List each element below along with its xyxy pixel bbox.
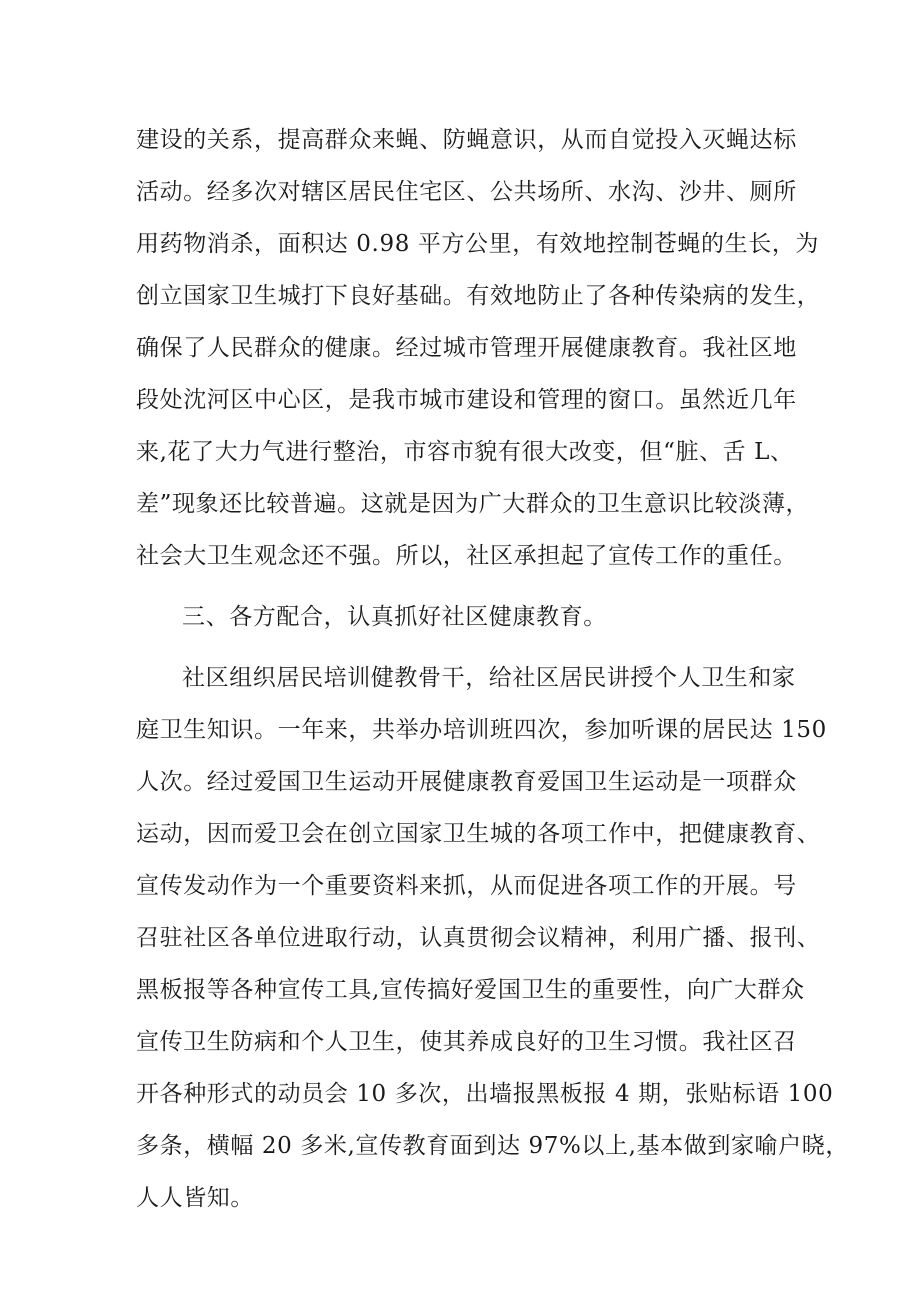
paragraph-2-line-8: 宣传卫生防病和个人卫生，使其养成良好的卫生习惯。我社区召 (136, 1029, 797, 1055)
paragraph-2-line-2: 庭卫生知识。一年来，共举办培训班四次，参加听课的居民达 150 (136, 717, 827, 743)
paragraph-2-line-10: 多条，横幅 20 多米,宣传教育面到达 97%以上,基本做到家喻户晓， (136, 1133, 849, 1159)
paragraph-1-line-4: 创立国家卫生城打下良好基础。有效地防止了各种传染病的发生， (136, 283, 821, 309)
section-heading: 三、各方配合，认真抓好社区健康教育。 (182, 604, 607, 630)
paragraph-2-line-4: 运动，因而爱卫会在创立国家卫生城的各项工作中，把健康教育、 (136, 821, 821, 847)
paragraph-2-line-1: 社区组织居民培训健教骨干，给社区居民讲授个人卫生和家 (182, 665, 796, 691)
paragraph-2-line-6: 召驻社区各单位进取行动，认真贯彻会议精神，利用广播、报刊、 (136, 925, 821, 951)
paragraph-2-line-7: 黑板报等各种宣传工具,宣传搞好爱国卫生的重要性，向广大群众 (136, 977, 805, 1003)
paragraph-1-line-6: 段处沈河区中心区，是我市城市建设和管理的窗口。虽然近几年 (136, 387, 797, 413)
paragraph-1-line-7: 来,花了大力气进行整治，市容市貌有很大改变，但“脏、舌 L、 (136, 439, 794, 465)
paragraph-1-line-9: 社会大卫生观念还不强。所以，社区承担起了宣传工作的重任。 (136, 543, 797, 569)
paragraph-1-line-3: 用药物消杀，面积达 0.98 平方公里，有效地控制苍蝇的生长，为 (136, 231, 820, 257)
paragraph-1-line-5: 确保了人民群众的健康。经过城市管理开展健康教育。我社区地 (136, 335, 797, 361)
paragraph-2-line-5: 宣传发动作为一个重要资料来抓，从而促进各项工作的开展。号 (136, 873, 797, 899)
paragraph-2-line-3: 人次。经过爱国卫生运动开展健康教育爱国卫生运动是一项群众 (136, 769, 797, 795)
paragraph-1-line-8: 差”现象还比较普遍。这就是因为广大群众的卫生意识比较淡薄， (136, 491, 810, 517)
paragraph-1-line-2: 活动。经多次对辖区居民住宅区、公共场所、水沟、沙井、厕所 (136, 179, 797, 205)
paragraph-1-line-1: 建设的关系，提高群众来蝇、防蝇意识，从而自觉投入灭蝇达标 (136, 127, 797, 153)
paragraph-2-line-9: 开各种形式的动员会 10 多次，出墙报黑板报 4 期，张贴标语 100 (136, 1081, 834, 1107)
paragraph-2-line-11: 人人皆知。 (136, 1185, 254, 1211)
